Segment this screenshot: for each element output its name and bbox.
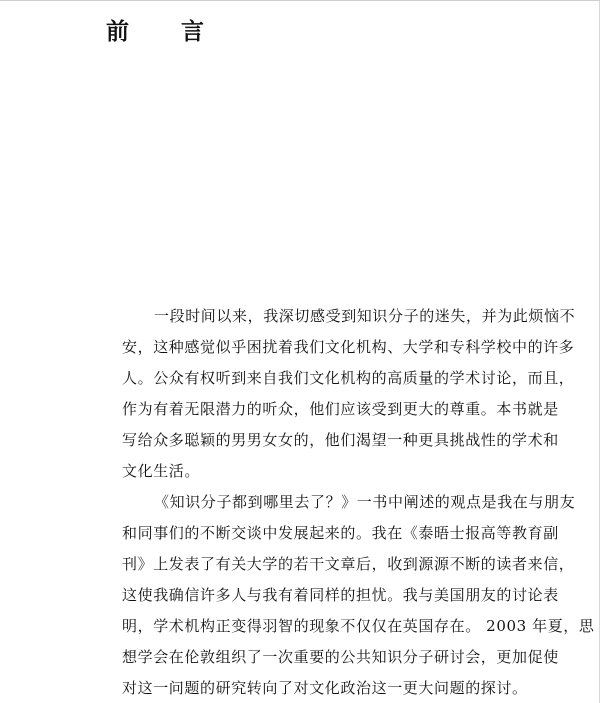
text-line: 文化生活。 xyxy=(122,462,201,480)
text-line: 安，这种感觉似乎困扰着我们文化机构、大学和专科学校中的许多 xyxy=(122,338,575,356)
text-line: 对这一问题的研究转向了对文化政治这一更大问题的探讨。 xyxy=(122,679,528,697)
text-line: 明，学术机构正变得羽智的现象不仅仅在英国存在。 2003 年夏，思 xyxy=(122,617,595,635)
text-line: 作为有着无限潜力的听众，他们应该受到更大的尊重。本书就是 xyxy=(122,400,559,418)
text-line: 《知识分子都到哪里去了？》一书中阐述的观点是我在与朋友 xyxy=(154,493,576,511)
text-line: 一段时间以来，我深切感受到知识分子的迷失，并为此烦恼不 xyxy=(154,307,576,325)
text-line: 这使我确信许多人与我有着同样的担忧。我与美国朋友的讨论表 xyxy=(122,586,559,604)
page-title: 前 言 xyxy=(106,18,227,45)
text-line: 写给众多聪颖的男男女女的，他们渴望一种更具挑战性的学术和 xyxy=(122,431,559,449)
text-line: 人。公众有权听到来自我们文化机构的高质量的学术讨论，而且， xyxy=(122,369,575,387)
text-line: 刊》上发表了有关大学的若干文章后，收到源源不断的读者来信， xyxy=(122,555,575,573)
text-line: 想学会在伦敦组织了一次重要的公共知识分子研讨会，更加促使 xyxy=(122,648,559,666)
text-line: 和同事们的不断交谈中发展起来的。我在《泰晤士报高等教育副 xyxy=(122,524,559,542)
